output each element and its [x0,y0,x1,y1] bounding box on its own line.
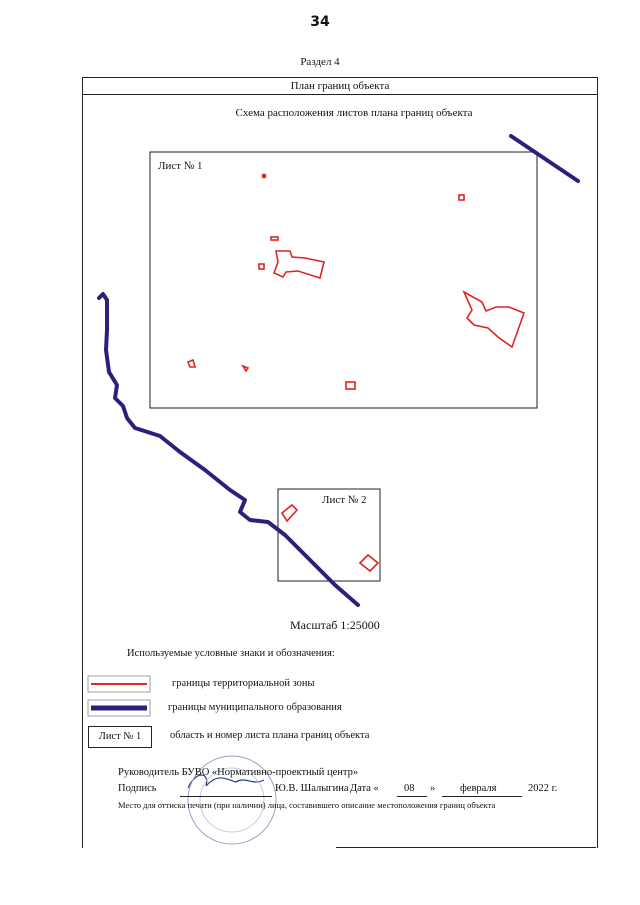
zone-east [464,292,524,347]
date-day: 08 [404,783,415,794]
signature-underline [180,796,272,797]
page-number: 34 [310,14,330,30]
signature-name: Ю.В. Шалыгина [275,783,349,794]
date-year: 2022 г. [528,783,558,794]
zone-central [274,251,324,278]
scheme-title: Схема расположения листов плана границ объекта [235,107,473,119]
stamp-note: Место для оттиска печати (при наличии) лица, составившего описание местоположения границ объекта [118,800,496,810]
legend-zone-text: границы территориальной зоны [172,678,315,689]
zone-small-2 [271,237,278,240]
zone-small-1 [459,195,464,200]
legend-title: Используемые условные знаки и обозначения: [127,648,335,659]
sheet-1-frame [150,152,537,408]
date-label: Дата « [350,783,379,794]
zone-sheet2-b [360,555,378,571]
zone-small-5 [243,366,248,371]
zone-small-4 [188,360,195,367]
date-month-underline [442,796,522,797]
zone-small-3 [259,264,264,269]
date-mid: » [430,783,436,794]
scale-label: Масштаб 1:25000 [290,618,380,632]
signature-podpis: Подпись [118,783,157,794]
zone-sheet2-a [282,505,297,521]
date-month: февраля [460,783,497,794]
zone-small-6 [346,382,355,389]
legend-municipal-text: границы муниципального образования [168,702,342,713]
sheet-2-label: Лист № 2 [322,494,367,506]
municipal-boundary [99,136,578,605]
frame-title: План границ объекта [83,78,597,95]
date-day-underline [397,796,427,797]
signature-line-1: Руководитель БУВО «Нормативно-проектный центр» [118,767,359,778]
zone-dot [262,174,265,177]
section-label: Раздел 4 [300,56,340,68]
legend-sheet-text: область и номер листа плана границ объекта [170,730,370,741]
sheet-1-label: Лист № 1 [158,160,203,172]
legend-sheet-symbol: Лист № 1 [88,726,152,748]
